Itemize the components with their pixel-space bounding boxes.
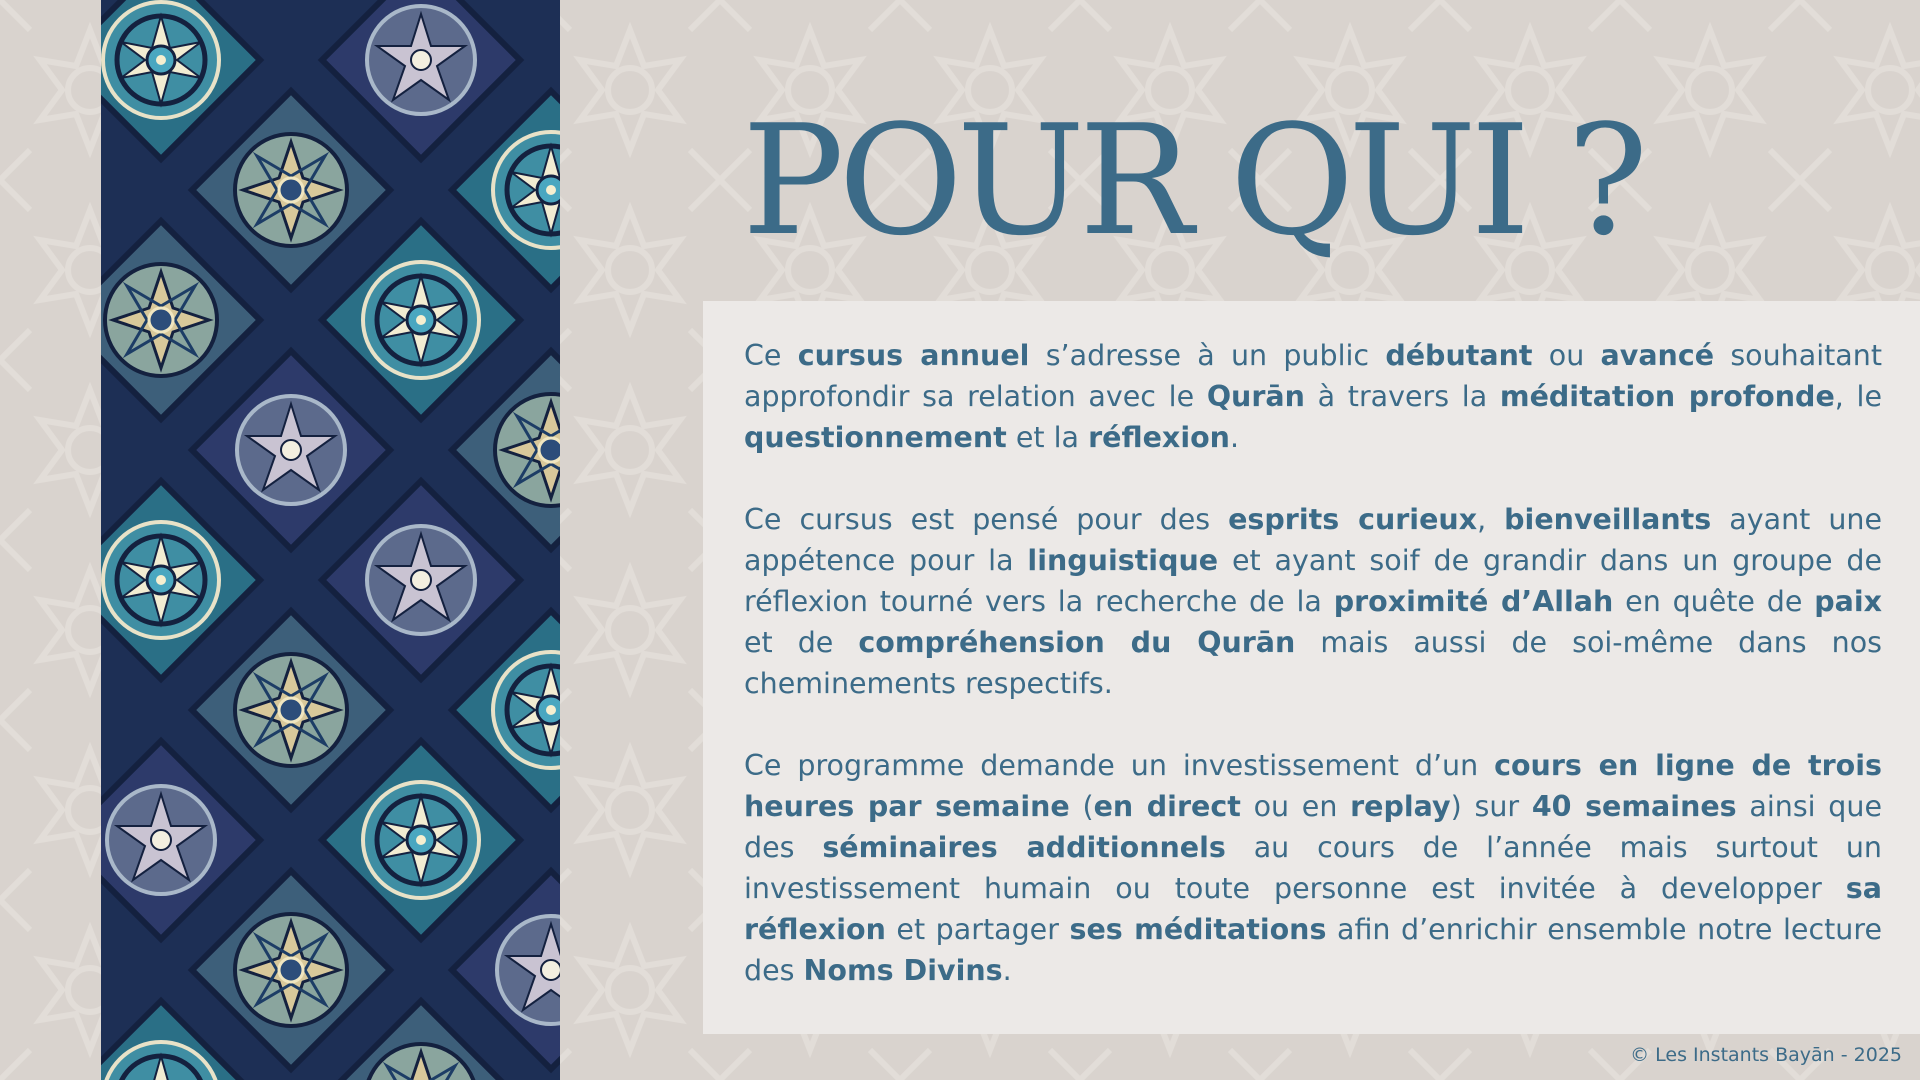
- paragraph-commitment: [744, 745, 1882, 991]
- mosaic-tile-image: [101, 0, 560, 1080]
- bold-phrase: questionnement: [744, 421, 1007, 454]
- text-run: à travers la: [1304, 380, 1500, 413]
- page-title: POUR QUI ?: [742, 92, 1643, 269]
- text-run: mais aussi de soi-même dans nos cheminements respectifs.: [744, 626, 1882, 700]
- content-text: [744, 335, 1882, 991]
- copyright-footer: © Les Instants Bayān - 2025: [1630, 1044, 1902, 1066]
- text-run: en quête de: [1613, 585, 1815, 618]
- text-run: ) sur: [1450, 790, 1532, 823]
- text-run: ,: [1477, 503, 1505, 536]
- bold-phrase: méditation profonde: [1499, 380, 1835, 413]
- bold-phrase: cours en ligne de trois heures par semaine: [744, 749, 1882, 823]
- bold-phrase: esprits curieux: [1228, 503, 1478, 536]
- bold-phrase: cursus annuel: [797, 339, 1030, 372]
- bold-phrase: ses méditations: [1069, 913, 1327, 946]
- bold-phrase: 40 semaines: [1531, 790, 1737, 823]
- text-run: Ce: [744, 339, 798, 372]
- bold-phrase: sa réflexion: [744, 872, 1882, 946]
- bold-phrase: Noms Divins: [803, 954, 1003, 987]
- bold-phrase: en direct: [1093, 790, 1241, 823]
- text-run: afin d’enrichir ensemble notre lecture des: [744, 913, 1882, 987]
- text-run: .: [1229, 421, 1240, 454]
- bold-phrase: paix: [1814, 585, 1883, 618]
- text-run: .: [1002, 954, 1012, 987]
- bold-phrase: linguistique: [1027, 544, 1219, 577]
- text-run: et partager: [885, 913, 1070, 946]
- text-run: ayant une appétence pour la: [744, 503, 1882, 577]
- bold-phrase: replay: [1350, 790, 1451, 823]
- bold-phrase: proximité d’Allah: [1333, 585, 1614, 618]
- text-run: Ce cursus est pensé pour des: [744, 503, 1229, 536]
- bold-phrase: compréhension du Qurān: [858, 626, 1296, 659]
- text-run: et la: [1006, 421, 1089, 454]
- bold-phrase: bienveillants: [1504, 503, 1712, 536]
- text-run: Ce programme demande un investissement d’un: [744, 749, 1495, 782]
- text-run: au cours de l’année mais surtout un investissement humain ou toute personne est invitée à developper: [744, 831, 1882, 905]
- text-run: ou: [1532, 339, 1601, 372]
- bold-phrase: Qurān: [1206, 380, 1305, 413]
- text-run: (: [1069, 790, 1094, 823]
- text-run: et de: [744, 626, 859, 659]
- paragraph-audience: [744, 499, 1882, 704]
- text-run: et ayant soif de grandir dans un groupe de réflexion tourné vers la recherche de la: [744, 544, 1882, 618]
- bold-phrase: réflexion: [1088, 421, 1230, 454]
- bold-phrase: avancé: [1600, 339, 1715, 372]
- text-run: souhaitant approfondir sa relation avec le: [744, 339, 1882, 413]
- bold-phrase: séminaires additionnels: [822, 831, 1226, 864]
- text-run: s’adresse à un public: [1029, 339, 1386, 372]
- text-run: , le: [1834, 380, 1882, 413]
- text-run: ainsi que des: [744, 790, 1882, 864]
- bold-phrase: débutant: [1385, 339, 1533, 372]
- text-run: ou en: [1240, 790, 1351, 823]
- paragraph-intro: [744, 335, 1882, 458]
